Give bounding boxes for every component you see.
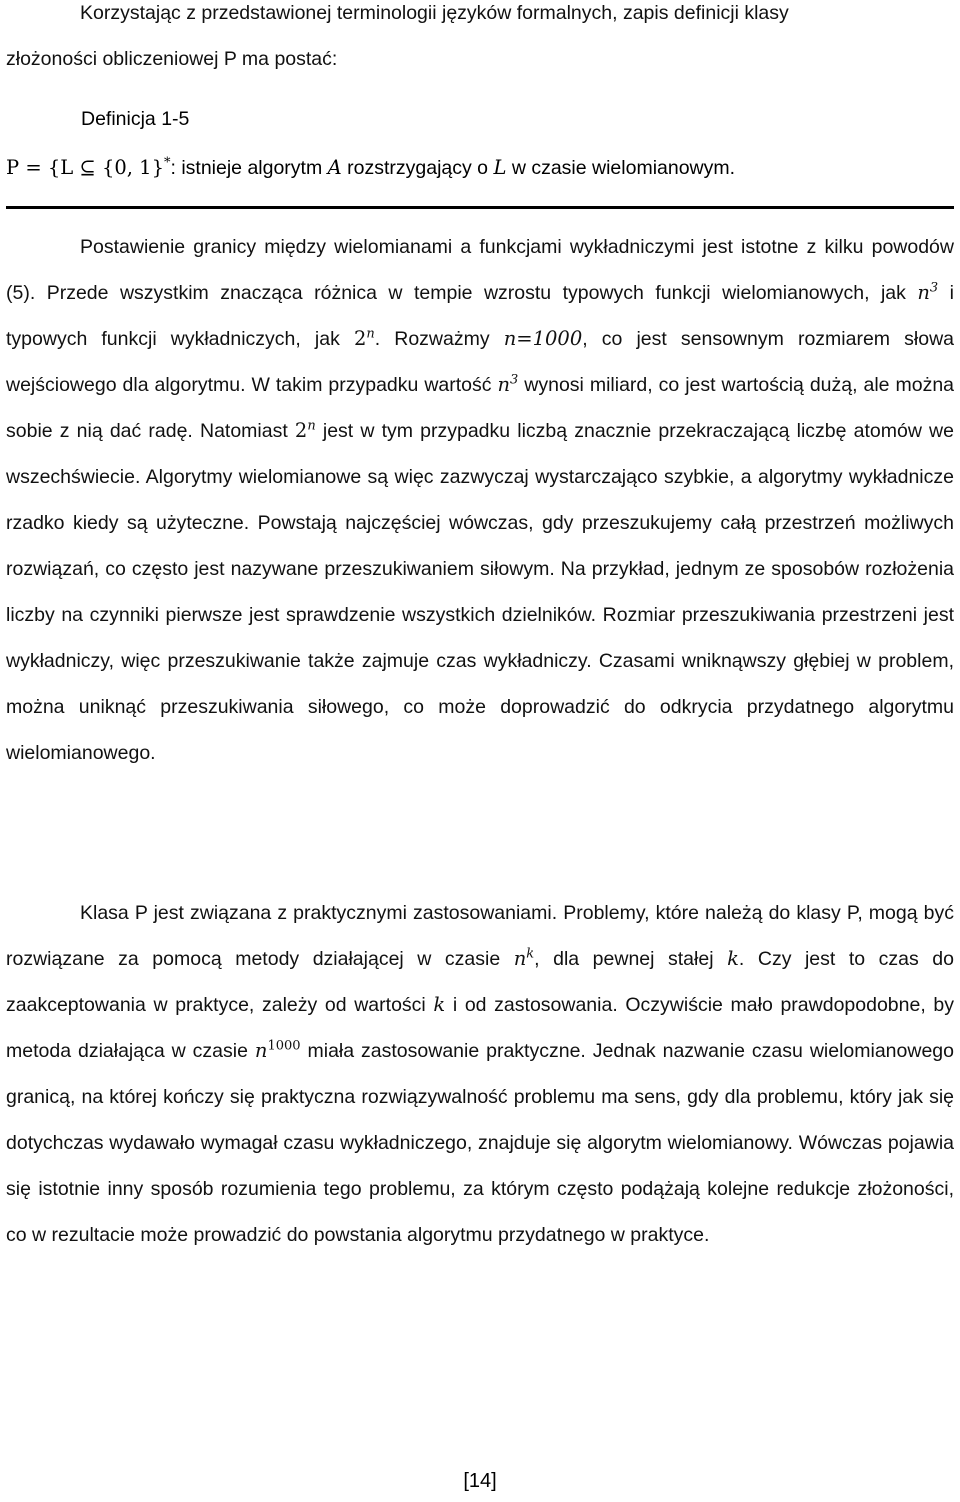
- p1-text-3: . Rozważmy: [374, 328, 504, 350]
- p1-math-3: 3: [929, 280, 939, 296]
- formula-colon: :: [170, 157, 176, 179]
- definition-formula: [6, 156, 954, 180]
- definition-label: Definicja 1-5: [81, 108, 190, 130]
- p2-math-n2: n: [254, 1039, 268, 1062]
- p1-text-1: Postawienie granicy między wielomianami a funkcjami wykładniczymi jest istotne z kilku powodów (5). Przede wszystkim znacząca różnica w tempie wzrostu typowych funkcji wielomianowych, jak: [6, 236, 954, 304]
- p1-text-5: wynosi miliard, co jest wartością dużą, ale można sobie z nią dać radę. Natomiast: [6, 374, 955, 442]
- formula-symbol-a: A: [327, 156, 342, 179]
- formula-text-3: w czasie wielomianowym.: [506, 157, 736, 179]
- intro-line-2: złożoności obliczeniowej P ma postać:: [6, 48, 338, 70]
- p2-math-k2: k: [727, 947, 739, 970]
- p2-math-k3: k: [433, 993, 446, 1016]
- p2-text-4: i od zastosowania. Oczywiście mało prawdopodobne, by metoda działająca w czasie: [6, 994, 954, 1062]
- p1-math-3-b: 3: [510, 372, 519, 388]
- p1-math-2: 2: [353, 327, 367, 350]
- definition-rule: [6, 206, 954, 209]
- p2-math-1000: 1000: [267, 1038, 301, 1054]
- paragraph-1: [6, 224, 954, 776]
- formula-symbol-l: L: [493, 156, 507, 179]
- p1-math-n-b: n: [497, 373, 511, 396]
- p2-text-1: Klasa P jest związana z praktycznymi zastosowaniami. Problemy, które należą do klasy P, mogą być rozwiązane za pomocą metody działającej w czasie: [6, 902, 954, 970]
- p1-math-n: n: [917, 281, 930, 304]
- p2-text-2: , dla pewnej stałej: [534, 948, 728, 970]
- formula-star: *: [163, 155, 171, 171]
- p1-math-2-b: 2: [294, 419, 308, 442]
- page-number: [14]: [463, 1470, 497, 1492]
- p1-math-n-c: n: [307, 418, 316, 434]
- intro-line-1: Korzystając z przedstawionej terminologii języków formalnych, zapis definicji klasy: [80, 2, 789, 24]
- formula-lhs: P = {L ⊆ {0, 1}: [6, 156, 164, 179]
- p1-text-2: i typowych funkcji wykładniczych, jak: [6, 282, 954, 350]
- p2-math-n: n: [513, 947, 527, 970]
- p1-text-4: , co jest sensownym rozmiarem słowa wejściowego dla algorytmu. W takim przypadku wartość: [6, 328, 954, 396]
- formula-text-1: istnieje algorytm: [175, 157, 328, 179]
- p2-math-k: k: [526, 946, 535, 962]
- p2-text-3: . Czy jest to czas do zaakceptowania w praktyce, zależy od wartości: [6, 948, 954, 1016]
- p1-math-n-exp: n: [366, 326, 375, 342]
- paragraph-2: [6, 890, 954, 1258]
- formula-text-2: rozstrzygający o: [341, 157, 494, 179]
- p1-text-6: jest w tym przypadku liczbą znacznie przekraczającą liczbę atomów we wszechświecie. Algorytmy wielomianowe są więc zazwyczaj wystarczająco szybkie, a algorytmy wykładnicze rzadko kiedy są użyteczne. Powstają najczęściej wówczas, gdy przeszukujemy całą przestrzeń możliwych rozwiązań, co często jest nazywane przeszukiwaniem siłowym. Na przykład, jednym ze sposobów rozłożenia liczby na czynniki pierwsze jest sprawdzenie wszystkich dzielników. Rozmiar przeszukiwania przestrzeni jest wykładniczy, więc przeszukiwanie także zajmuje czas wykładniczy. Czasami wniknąwszy głębiej w problem, można uniknąć przeszukiwania siłowego, co może doprowadzić do odkrycia przydatnego algorytmu wielomianowego.: [6, 420, 954, 764]
- p1-math-n1000: n=1000: [503, 327, 583, 350]
- intro-paragraph: [6, 0, 954, 82]
- p2-text-5: miała zastosowanie praktyczne. Jednak nazwanie czasu wielomianowego granicą, na której kończy się praktyczna rozwiązywalność problemu ma sens, gdy dla problemu, który jak się dotychczas wydawało wymagał czasu wykładniczego, znajduje się algorytm wielomianowy. Wówczas pojawia się istotnie inny sposób rozumienia tego problemu, za którym często podążają kolejne redukcje złożoności, co w rezultacie może prowadzić do powstania algorytmu przydatnego w praktyce.: [6, 1040, 954, 1246]
